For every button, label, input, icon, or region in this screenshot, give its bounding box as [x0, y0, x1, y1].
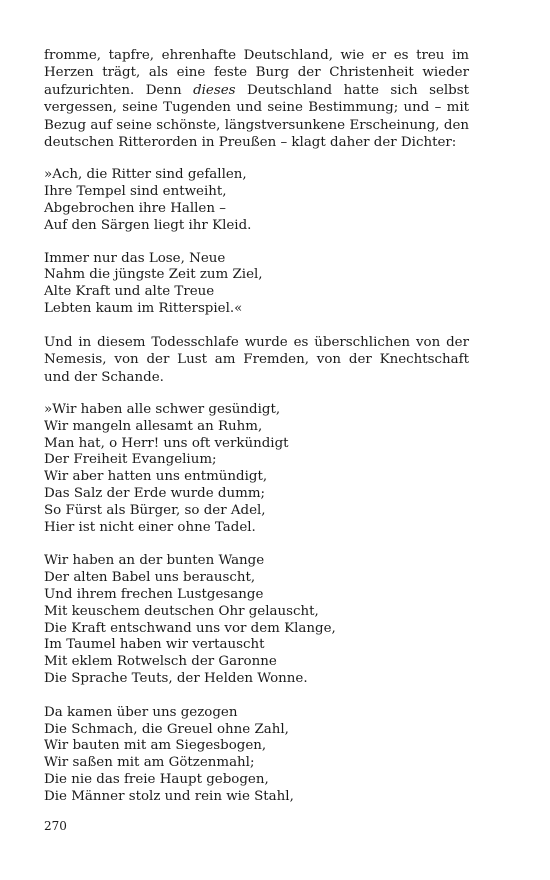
verse-line: Das Salz der Erde wurde dumm;: [44, 486, 266, 502]
verse-line: Hier ist nicht einer ohne Tadel.: [44, 519, 256, 535]
verse-line: Alte Kraft und alte Treue: [44, 284, 215, 300]
verse-line: Auf den Särgen liegt ihr Kleid.: [44, 217, 252, 233]
verse-line: Die Männer stolz und rein wie Stahl,: [44, 788, 294, 804]
verse-line: Und ihrem frechen Lustgesange: [44, 587, 264, 602]
verse-line: Abgebrochen ihre Hallen –: [44, 201, 226, 217]
verse-line: Wir mangeln allesamt an Ruhm,: [44, 418, 263, 434]
verse-line: So Fürst als Bürger, so der Adel,: [44, 502, 266, 518]
poem-2-stanza-3: [44, 705, 469, 806]
verse-line: Wir aber hatten uns entmündigt,: [44, 469, 268, 485]
intro-text-part-1: fromme, tapfre, ehrenhafte Deutschland, wie er es treu im Herzen trägt, als eine feste Burg der Christenheit wieder aufzurichten. Denn: [44, 48, 469, 98]
poem-1-stanza-2: [44, 251, 469, 318]
intro-text-part-2: Deutschland hatte sich selbst vergessen, seine Tugenden und seine Bestimmung; und – mit Bezug auf seine schönste, längstversunkene Erscheinung, den deutschen Ritterorden in Preußen – klagt daher der Dichter:: [44, 82, 469, 151]
verse-line: Der Freiheit Evangelium;: [44, 452, 217, 468]
verse-line: Lebten kaum im Ritterspiel.«: [44, 301, 243, 317]
verse-line: Mit eklem Rotwelsch der Garonne: [44, 654, 277, 670]
poem-2-stanza-2: [44, 553, 469, 687]
verse-line: Wir haben an der bunten Wange: [44, 553, 265, 569]
verse-line: Immer nur das Lose, Neue: [44, 250, 226, 266]
verse-line: Nahm die jüngste Zeit zum Ziel,: [44, 267, 263, 283]
poem-1-stanza-1: [44, 167, 469, 234]
verse-line: Die Kraft entschwand uns vor dem Klange,: [44, 620, 336, 636]
poem-2-stanza-1: [44, 402, 469, 536]
verse-line: »Wir haben alle schwer gesündigt,: [44, 402, 281, 418]
verse-line: Mit keuschem deutschen Ohr gelauscht,: [44, 603, 319, 619]
verse-line: Der alten Babel uns berauscht,: [44, 570, 256, 586]
verse-line: »Ach, die Ritter sind gefallen,: [44, 167, 247, 183]
verse-line: Wir bauten mit am Siegesbogen,: [44, 738, 267, 754]
verse-line: Ihre Tempel sind entweiht,: [44, 184, 227, 200]
intro-italic-word: dieses: [193, 82, 236, 98]
verse-line: Die Sprache Teuts, der Helden Wonne.: [44, 670, 308, 686]
verse-line: Im Taumel haben wir vertauscht: [44, 637, 265, 653]
verse-line: Die nie das freie Haupt gebogen,: [44, 771, 269, 787]
verse-line: Wir saßen mit am Götzenmahl;: [44, 755, 255, 771]
page-body: [44, 47, 469, 806]
page-number: 270: [44, 819, 67, 833]
verse-line: Die Schmach, die Greuel ohne Zahl,: [44, 721, 289, 737]
verse-line: Da kamen über uns gezogen: [44, 704, 238, 720]
verse-line: Man hat, o Herr! uns oft verkündigt: [44, 435, 289, 451]
intro-paragraph: [44, 47, 469, 151]
middle-paragraph: Und in diesem Todesschlafe wurde es überschlichen von der Nemesis, von der Lust am Fremden, von der Knechtschaft und der Schande.: [44, 334, 469, 385]
